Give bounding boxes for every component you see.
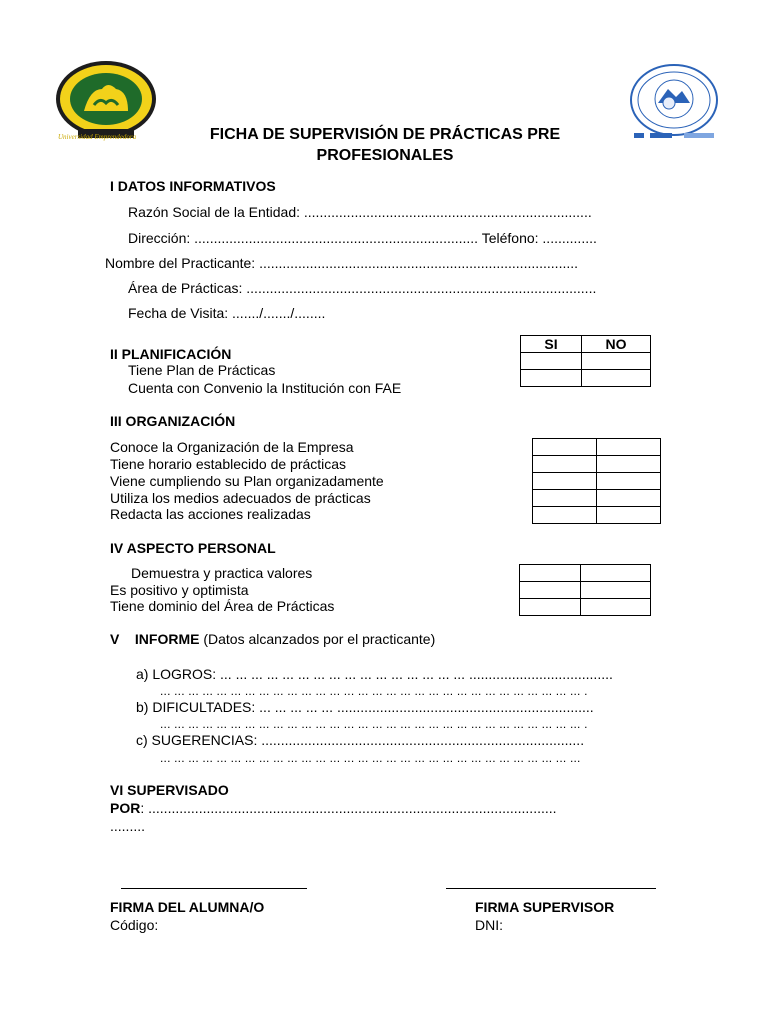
- firma-supervisor-label: FIRMA SUPERVISOR: [475, 899, 615, 915]
- form-title-line1: FICHA DE SUPERVISIÓN DE PRÁCTICAS PRE: [209, 126, 561, 143]
- logros-field[interactable]: a) LOGROS: ... ... ... ... ... ... ... ... ... ... ... ... ... ... ... ... .....................................: [136, 666, 613, 682]
- alumno-signature-line[interactable]: [121, 888, 307, 889]
- supervisado-por-continuation: .........: [110, 818, 146, 834]
- informe-title: V INFORME: [110, 631, 200, 647]
- area-practicas-field[interactable]: Área de Prácticas: ..........................................................................................: [128, 280, 597, 296]
- checkbox-cell[interactable]: [533, 473, 597, 490]
- checkbox-cell[interactable]: [581, 565, 651, 582]
- aspecto-item: Es positivo y optimista: [110, 582, 249, 598]
- no-column-header: NO: [582, 336, 651, 353]
- section-aspecto-personal-heading: IV ASPECTO PERSONAL: [110, 540, 276, 556]
- faculty-seal-logo: [628, 63, 720, 145]
- por-dots: : .........................................................................................................: [140, 800, 557, 816]
- nombre-practicante-field[interactable]: Nombre del Practicante: ..................................................................................: [105, 255, 579, 271]
- checkbox-cell[interactable]: [597, 456, 661, 473]
- checkbox-cell[interactable]: [597, 490, 661, 507]
- section-organizacion-heading: III ORGANIZACIÓN: [110, 413, 236, 429]
- checkbox-cell[interactable]: [533, 456, 597, 473]
- planificacion-item: Cuenta con Convenio la Institución con FAE: [128, 380, 402, 396]
- checkbox-cell[interactable]: [520, 582, 581, 599]
- organizacion-item: Conoce la Organización de la Empresa: [110, 439, 354, 455]
- razon-social-field[interactable]: Razón Social de la Entidad: ..........................................................................: [128, 204, 592, 220]
- logros-continuation[interactable]: ... ... ... ... ... ... ... ... ... ... ... ... ... ... ... ... ... ... ... ... ... ... ... ... ... ... ... ... ... ... .: [160, 684, 588, 698]
- checkbox-cell[interactable]: [581, 582, 651, 599]
- organizacion-table: [532, 438, 661, 524]
- dificultades-continuation[interactable]: ... ... ... ... ... ... ... ... ... ... ... ... ... ... ... ... ... ... ... ... ... ... ... ... ... ... ... ... ... ... .: [160, 717, 588, 731]
- supervisado-por-field[interactable]: [110, 800, 557, 816]
- codigo-label: Código:: [110, 917, 159, 933]
- checkbox-cell[interactable]: [597, 439, 661, 456]
- aspecto-item: Demuestra y practica valores: [131, 565, 313, 581]
- sugerencias-field[interactable]: c) SUGERENCIAS: ...................................................................................: [136, 732, 585, 748]
- direccion-telefono-field[interactable]: Dirección: ......................................................................... Teléfono: ..............: [128, 230, 597, 246]
- checkbox-cell[interactable]: [582, 370, 651, 387]
- fecha-visita-field[interactable]: Fecha de Visita: ......./......./........: [128, 305, 326, 321]
- checkbox-cell[interactable]: [533, 439, 597, 456]
- planificacion-table: [520, 335, 651, 387]
- checkbox-cell[interactable]: [520, 565, 581, 582]
- firma-alumno-label: FIRMA DEL ALUMNA/O: [110, 899, 265, 915]
- sugerencias-continuation[interactable]: ... ... ... ... ... ... ... ... ... ... ... ... ... ... ... ... ... ... ... ... ... ... ... ... ... ... ... ... ... ...: [160, 751, 581, 765]
- checkbox-cell[interactable]: [521, 353, 582, 370]
- aspecto-item: Tiene dominio del Área de Prácticas: [110, 598, 335, 614]
- por-label: POR: [110, 800, 141, 816]
- section-informe-heading: [110, 631, 435, 647]
- dificultades-field[interactable]: b) DIFICULTADES: ... ... ... ... ... ..................................................................: [136, 699, 594, 715]
- checkbox-cell[interactable]: [597, 507, 661, 524]
- organizacion-item: Utiliza los medios adecuados de prácticas: [110, 490, 371, 506]
- organizacion-item: Tiene horario establecido de prácticas: [110, 456, 347, 472]
- checkbox-cell[interactable]: [597, 473, 661, 490]
- checkbox-cell[interactable]: [520, 599, 581, 616]
- supervisor-signature-line[interactable]: [446, 888, 656, 889]
- form-title-line2: PROFESIONALES: [316, 147, 454, 164]
- section-supervisado-heading: VI SUPERVISADO: [110, 782, 229, 798]
- informe-subtitle: (Datos alcanzados por el practicante): [199, 631, 436, 647]
- dni-label: DNI:: [475, 917, 503, 933]
- organizacion-item: Redacta las acciones realizadas: [110, 506, 311, 522]
- checkbox-cell[interactable]: [533, 490, 597, 507]
- planificacion-item: Tiene Plan de Prácticas: [128, 362, 276, 378]
- checkbox-cell[interactable]: [533, 507, 597, 524]
- section-planificacion-heading: II PLANIFICACIÓN: [110, 346, 232, 362]
- checkbox-cell[interactable]: [521, 370, 582, 387]
- checkbox-cell[interactable]: [582, 353, 651, 370]
- checkbox-cell[interactable]: [581, 599, 651, 616]
- section-datos-informativos-heading: I DATOS INFORMATIVOS: [110, 178, 276, 194]
- university-motto: Universidad Emprendedora: [58, 133, 137, 141]
- aspecto-personal-table: [519, 564, 651, 616]
- organizacion-item: Viene cumpliendo su Plan organizadamente: [110, 473, 384, 489]
- si-column-header: SI: [521, 336, 582, 353]
